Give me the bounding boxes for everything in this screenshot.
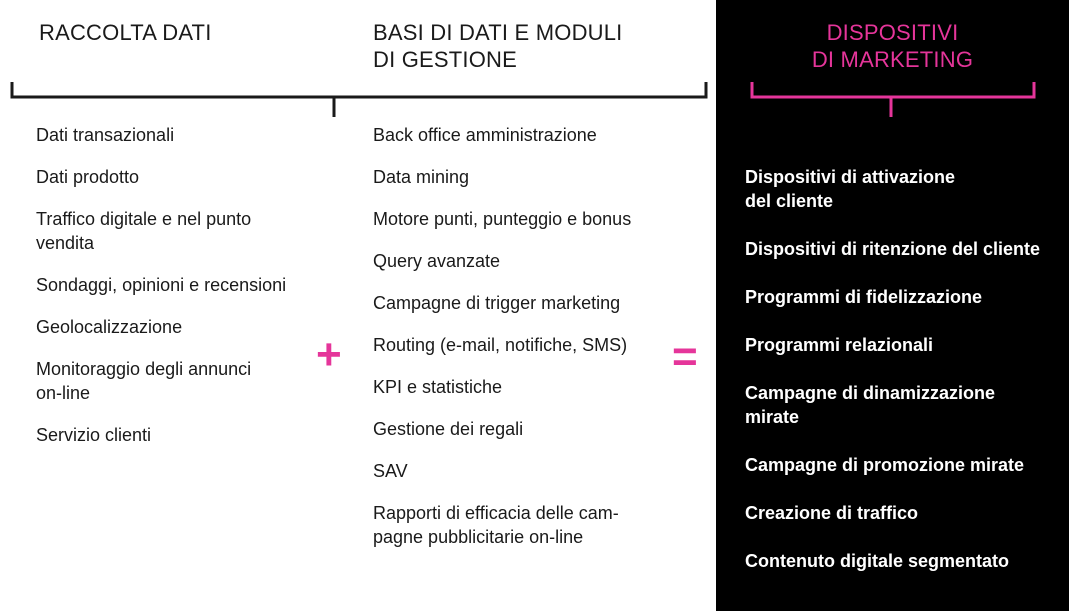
list-item: Dati prodotto <box>36 167 140 187</box>
equals-operator: = <box>672 332 698 381</box>
list-item: Motore punti, punteggio e bonus <box>373 209 632 229</box>
list-item: Back office amministrazione <box>373 125 597 145</box>
list-item: Campagne di trigger marketing <box>373 293 621 313</box>
list-item: Data mining <box>373 167 470 187</box>
list-item: Campagne di promozione mirate <box>745 455 1025 475</box>
list-item: Programmi relazionali <box>745 335 934 355</box>
list-item: Rapporti di efficacia delle cam- pagne pubblicitarie on-line <box>373 503 619 547</box>
list-item: Creazione di traffico <box>745 503 919 523</box>
bracket-right <box>716 0 1069 130</box>
list-item: SAV <box>373 461 408 481</box>
heading-basi-di-dati <box>373 19 623 73</box>
heading-line-2: DI MARKETING <box>811 47 974 72</box>
list-item: Servizio clienti <box>36 425 152 445</box>
heading-line-2: DI GESTIONE <box>373 47 517 72</box>
list-item: Programmi di fidelizzazione <box>745 287 983 307</box>
list-item: Sondaggi, opinioni e recensioni <box>36 275 287 295</box>
list-item: Dati transazionali <box>36 125 175 145</box>
list-item: Monitoraggio degli annunci on-line <box>36 359 252 403</box>
list-item: Traffico digitale e nel punto vendita <box>36 209 252 253</box>
list-item: KPI e statistiche <box>373 377 503 397</box>
list-item: Contenuto digitale segmentato <box>745 551 1010 571</box>
list-item: Gestione dei regali <box>373 419 524 439</box>
plus-operator: + <box>316 330 342 379</box>
heading-raccolta-dati: RACCOLTA DATI <box>39 20 212 45</box>
heading-line-1: BASI DI DATI E MODULI <box>373 20 623 45</box>
list-item: Dispositivi di ritenzione del cliente <box>745 239 1041 259</box>
heading-line-1: DISPOSITIVI <box>826 20 959 45</box>
list-item: Campagne di dinamizzazione mirate <box>745 383 996 427</box>
list-item: Query avanzate <box>373 251 501 271</box>
list-item: Routing (e-mail, notifiche, SMS) <box>373 335 628 355</box>
list-item: Dispositivi di attivazione del cliente <box>745 167 956 211</box>
list-item: Geolocalizzazione <box>36 317 183 337</box>
